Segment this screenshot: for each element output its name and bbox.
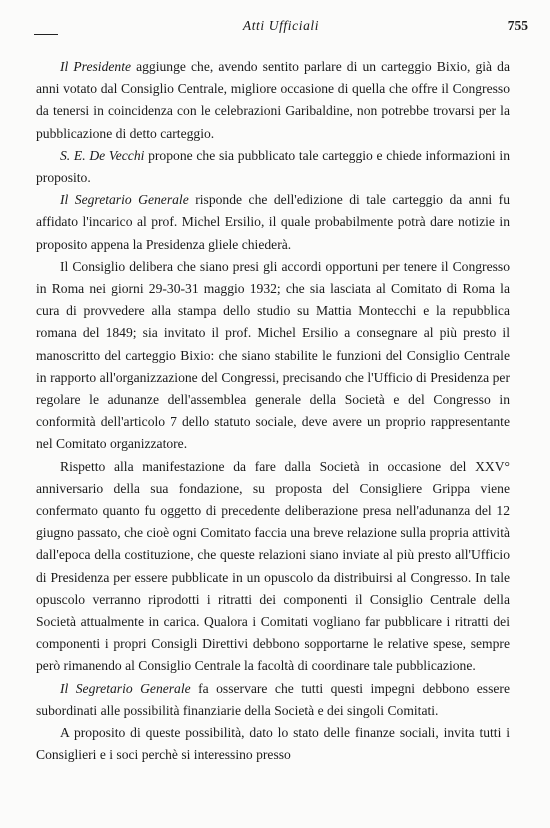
paragraph-text: Il Consiglio delibera che siano presi gli accordi opportuni per tenere il Congresso in Roma nei giorni 29-30-31 maggio 1932; che sia lasciata al Comitato di Roma la cura di provvedere alla stampa dello studio su Mattia Montecchi e la repubblica romana del 1849; sia invitato il prof. Michel Ersilio a consegnare al più presto il manoscritto del carteggio Bixio: che siano stabilite le funzioni del Consiglio Centrale in rapporto all'organizzazione del Congressi, precisando che l'Ufficio di Presidenza per regolare le adunanze dell'assemblea generale della Società e del Congresso in conformità dell'articolo 7 dello statuto sociale, deve avere un proprio rappresentante nel Comitato organizzatore. bbox=[36, 258, 510, 452]
paragraph-1 bbox=[36, 56, 510, 145]
paragraph-text: fa osservare che tutti questi impegni debbono essere subordinati alle possibilità finanziarie della Società e dei singoli Comitati. bbox=[36, 680, 510, 718]
paragraph-text: A proposito di queste possibilità, dato lo stato delle finanze sociali, invita tutti i Consiglieri e i soci perchè si interessino presso bbox=[36, 725, 510, 763]
paragraph-2 bbox=[36, 145, 510, 189]
paragraph-7 bbox=[36, 722, 510, 766]
speaker-name: Il Presidente bbox=[60, 59, 132, 74]
header-rule bbox=[34, 34, 58, 35]
page-number: 755 bbox=[507, 18, 528, 33]
running-title: Atti Ufficiali bbox=[242, 18, 320, 33]
page-header bbox=[34, 18, 528, 40]
paragraph-text: propone che sia pubblicato tale carteggio e chiede informazioni in proposito. bbox=[36, 147, 510, 186]
body-text bbox=[36, 56, 510, 767]
paragraph-text: risponde che dell'edizione di tale carteggio da anni fu affidato l'incarico al prof. Michel Ersilio, il quale probabilmente potrà dare notizie in proposito appena la Presidenza gliele chiederà. bbox=[36, 192, 510, 252]
paragraph-3 bbox=[36, 189, 510, 256]
paragraph-4 bbox=[36, 256, 510, 456]
speaker-name: S. E. De Vecchi bbox=[60, 147, 145, 163]
paragraph-text: Rispetto alla manifestazione da fare dalla Società in occasione del XXV° anniversario della sua fondazione, su proposta del Consigliere Grippa viene confermato quanto fu oggetto di precedente deliberazione presa nell'adunanza del 12 giugno passato, che cioè ogni Comitato faccia una breve relazione sulla propria attività dall'epoca della costituzione, che queste relazioni siano inviate al più presto all'Ufficio di Presidenza per essere pubblicate in un opuscolo da distribuirsi al Congresso. In tale opuscolo verranno riprodotti i ritratti dei componenti il Consiglio Centrale della Società attualmente in carica. Qualora i Comitati vogliano far pubblicare i ritratti dei componenti i propri Consigli Direttivi debbono sopportarne le relative spese, sempre però rimanendo al Consiglio Centrale la facoltà di coordinare tale pubblicazione. bbox=[36, 458, 510, 674]
speaker-name: Il Segretario Generale bbox=[60, 192, 189, 208]
speaker-name: Il Segretario Generale bbox=[60, 680, 191, 696]
paragraph-6 bbox=[36, 678, 510, 722]
paragraph-text: aggiunge che, avendo sentito parlare di un carteggio Bixio, già da anni votato dal Consiglio Centrale, migliore occasione di quella che offre il Congresso da tenersi in coincidenza con le celebrazioni Garibaldine, non potrebbe trovarsi per la pubblicazione di detto carteggio. bbox=[36, 59, 510, 141]
paragraph-5 bbox=[36, 456, 510, 678]
